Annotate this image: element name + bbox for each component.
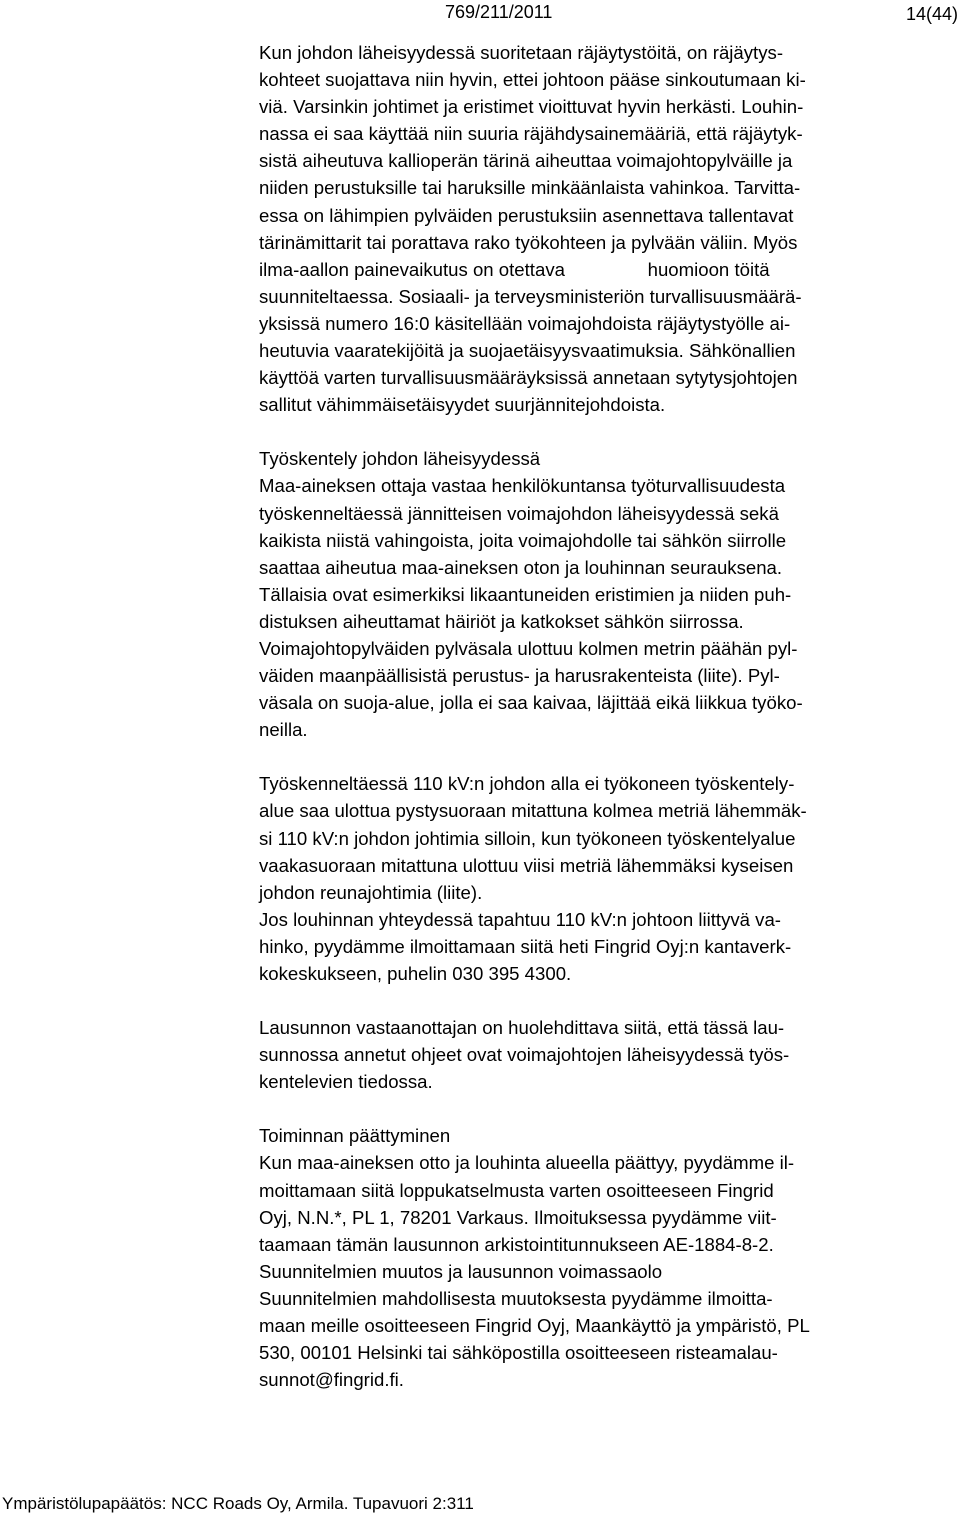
paragraph-gap bbox=[259, 1095, 959, 1122]
text-line: Suunnitelmien mahdollisesta muutoksesta pyydämme ilmoitta- bbox=[259, 1287, 773, 1309]
text-line: Lausunnon vastaanottajan on huolehdittava siitä, että tässä lau- bbox=[259, 1017, 785, 1039]
paragraph-blasting bbox=[259, 39, 959, 418]
paragraph-gap bbox=[259, 987, 959, 1014]
text-line: Toiminnan päättyminen bbox=[259, 1125, 451, 1147]
text-line: neilla. bbox=[259, 719, 308, 741]
text-line: Tällaisia ovat esimerkiksi likaantuneiden eristimien ja niiden puh- bbox=[259, 583, 792, 605]
text-line: Kun maa-aineksen otto ja louhinta alueella päättyy, pyydämme il- bbox=[259, 1152, 795, 1174]
paragraph-recipient-duty bbox=[259, 1014, 959, 1095]
text-line: maan meille osoitteeseen Fingrid Oyj, Maankäyttö ja ympäristö, PL bbox=[259, 1315, 810, 1337]
text-line: alue saa ulottua pystysuoraan mitattuna kolmea metriä lähemmäk- bbox=[259, 800, 807, 822]
text-line: heutuvia vaaratekijöitä ja suojaetäisyysvaatimuksia. Sähkönallien bbox=[259, 340, 796, 362]
page-count: 14(44) bbox=[905, 4, 958, 24]
paragraph-gap bbox=[259, 743, 959, 770]
text-line: sunnossa annetut ohjeet ovat voimajohtojen läheisyydessä työs- bbox=[259, 1044, 790, 1066]
text-line: Kun johdon läheisyydessä suoritetaan räjäytystöitä, on räjäytys- bbox=[259, 42, 784, 63]
document-body bbox=[259, 39, 959, 1393]
text-line: Suunnitelmien muutos ja lausunnon voimassaolo bbox=[259, 1260, 663, 1282]
text-line: distuksen aiheuttamat häiriöt ja katkokset sähkön siirrossa. bbox=[259, 610, 744, 632]
text-line: väiden maanpäällisistä perustus- ja harusrakenteista (liite). Pyl- bbox=[259, 665, 780, 687]
text-line: käyttöä varten turvallisuusmääräyksissä annetaan sytytysjohtojen bbox=[259, 367, 798, 389]
text-line: niiden perustuksille tai haruksille minkäänlaista vahinkoa. Tarvitta- bbox=[259, 177, 801, 199]
paragraph-110kv-clearance bbox=[259, 770, 959, 987]
text-line: kohteet suojattava niin hyvin, ettei johtoon pääse sinkoutumaan ki- bbox=[259, 69, 806, 91]
text-line: moittamaan siitä loppukatselmusta varten osoitteeseen Fingrid bbox=[259, 1179, 774, 1201]
text-line: hinko, pyydämme ilmoittamaan siitä heti Fingrid Oyj:n kantaverk- bbox=[259, 935, 792, 957]
text-line: 530, 00101 Helsinki tai sähköpostilla osoitteeseen risteamalau- bbox=[259, 1342, 778, 1364]
text-line: väsala on suoja-alue, jolla ei saa kaivaa, läjittää eikä liikkua työko- bbox=[259, 692, 803, 714]
text-line: sistä aiheutuva kallioperän tärinä aiheuttaa voimajohtopylväille ja bbox=[259, 150, 793, 172]
paragraph-work-near-line bbox=[259, 445, 959, 743]
text-line: Työskentely johdon läheisyydessä bbox=[259, 448, 541, 470]
text-line: johdon reunajohtimia (liite). bbox=[259, 881, 483, 903]
text-line: sunnot@fingrid.fi. bbox=[259, 1369, 404, 1391]
text-line: ilma-aallon painevaikutus on otettava huomioon töitä bbox=[259, 258, 770, 280]
text-line: Maa-aineksen ottaja vastaa henkilökuntansa työturvallisuudesta bbox=[259, 475, 786, 497]
text-line: taamaan tämän lausunnon arkistointitunnukseen AE-1884-8-2. bbox=[259, 1233, 774, 1255]
paragraph-end-of-operation bbox=[259, 1122, 959, 1393]
text-line: tärinämittarit tai porattava rako työkohteen ja pylvään väliin. Myös bbox=[259, 231, 798, 253]
text-line: Oyj, N.N.*, PL 1, 78201 Varkaus. Ilmoituksessa pyydämme viit- bbox=[259, 1206, 777, 1228]
text-line: työskenneltäessä jännitteisen voimajohdon läheisyydessä sekä bbox=[259, 502, 779, 524]
paragraph-gap bbox=[259, 418, 959, 445]
text-line: Jos louhinnan yhteydessä tapahtuu 110 kV:n johtoon liittyvä va- bbox=[259, 908, 781, 930]
text-line: kokeskukseen, puhelin 030 395 4300. bbox=[259, 963, 572, 984]
text-line: Työskenneltäessä 110 kV:n johdon alla ei työkoneen työskentely- bbox=[259, 773, 795, 795]
page-footer: Ympäristölupapäätös: NCC Roads Oy, Armila. Tupavuori 2:311 bbox=[2, 1494, 474, 1513]
text-line: nassa ei saa käyttää niin suuria räjähdysainemääriä, että räjäytyk- bbox=[259, 123, 803, 145]
text-line: sallitut vähimmäisetäisyydet suurjännitejohdoista. bbox=[259, 394, 666, 416]
text-line: saattaa aiheutua maa-aineksen oton ja louhinnan seurauksena. bbox=[259, 556, 783, 578]
text-line: vaakasuoraan mitattuna ulottuu viisi metriä lähemmäksi kyseisen bbox=[259, 854, 794, 876]
text-line: si 110 kV:n johdon johtimia silloin, kun työkoneen työskentelyalue bbox=[259, 827, 796, 849]
text-line: yksissä numero 16:0 käsitellään voimajohdoista räjäytystyölle ai- bbox=[259, 312, 791, 334]
text-line: kentelevien tiedossa. bbox=[259, 1071, 433, 1093]
text-line: viä. Varsinkin johtimet ja eristimet vioittuvat hyvin herkästi. Louhin- bbox=[259, 96, 804, 118]
text-line: Voimajohtopylväiden pylväsala ulottuu kolmen metrin päähän pyl- bbox=[259, 637, 798, 659]
text-line: kaikista niistä vahingoista, joita voimajohdolle tai sähkön siirrolle bbox=[259, 529, 787, 551]
document-number: 769/211/2011 bbox=[445, 2, 553, 22]
text-line: essa on lähimpien pylväiden perustuksiin asennettava tallentavat bbox=[259, 204, 794, 226]
text-line: suunniteltaessa. Sosiaali- ja terveysministeriön turvallisuusmäärä- bbox=[259, 285, 802, 307]
